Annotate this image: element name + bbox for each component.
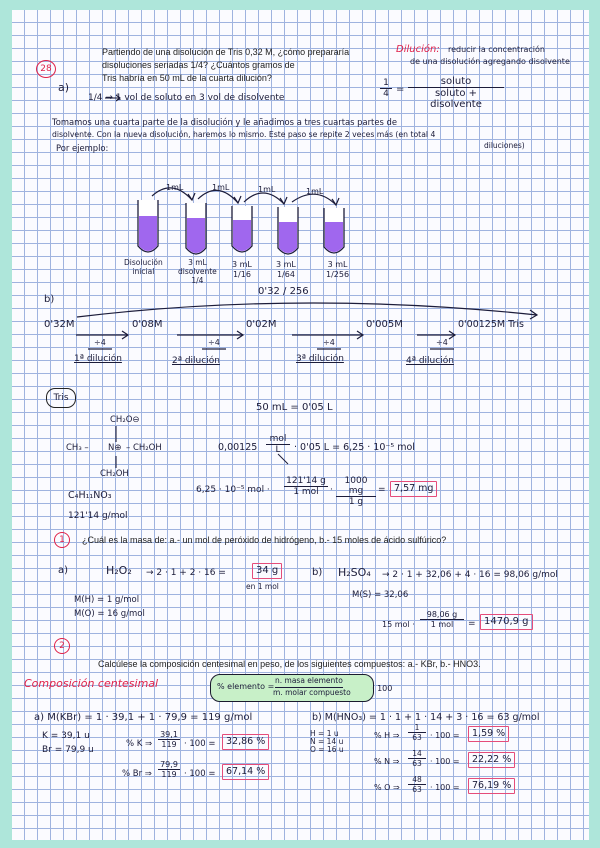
problem-number: 2 bbox=[54, 638, 70, 654]
dilution-def-line: reducir la concentración bbox=[448, 45, 545, 54]
moles-fraction: mol L bbox=[266, 434, 290, 455]
tube-label: 3 mL 1/256 bbox=[326, 260, 350, 279]
tris-molar-mass: 121'14 g/mol bbox=[68, 511, 128, 521]
ph-left: % H ⇒ bbox=[374, 731, 400, 740]
tube-label: 3 mL 1/16 bbox=[232, 260, 252, 279]
pbr-fraction: $\frac{79,9}{119}$ bbox=[158, 760, 180, 779]
mass-eq-start: 6,25 · 10⁻⁵ mol · bbox=[196, 485, 270, 495]
chain-step: 1ª dilución bbox=[74, 354, 122, 364]
po-result: 76,19 % bbox=[468, 778, 515, 794]
equals-sign: = bbox=[468, 619, 476, 629]
times-sign: · bbox=[330, 485, 333, 495]
mass-fraction-mg: $\frac{1000 mg}{1 g}$ bbox=[336, 476, 376, 507]
pn-mid: · 100 = bbox=[430, 757, 460, 766]
transfer-label: 1mL bbox=[212, 183, 230, 192]
pbr-mid: · 100 = bbox=[184, 769, 216, 779]
a-note: en 1 mol bbox=[246, 582, 279, 591]
mass-result: 7,57 mg bbox=[390, 481, 437, 497]
hno3-title: b) M(HNO₃) = 1 · 1 + 1 · 14 + 3 · 16 = 63 g/mol bbox=[312, 712, 540, 723]
ph-fraction: $\frac{1}{63}$ bbox=[408, 723, 426, 742]
pk-fraction: $\frac{39,1}{119}$ bbox=[158, 730, 180, 749]
pn-result: 22,22 % bbox=[468, 752, 515, 768]
po-fraction: $\frac{48}{63}$ bbox=[408, 775, 426, 794]
chain-value: 0'005M bbox=[366, 319, 403, 330]
pk-mid: · 100 = bbox=[184, 739, 216, 749]
tris-struct-right: – CH₂OH bbox=[126, 443, 162, 453]
tris-struct-n: N⊕ bbox=[108, 443, 122, 453]
kbr-title: a) M(KBr) = 1 · 39,1 + 1 · 79,9 = 119 g/mol bbox=[34, 712, 253, 723]
hno3-o: O = 16 u bbox=[310, 745, 344, 754]
part-b-label: b) bbox=[312, 567, 323, 578]
part-b-label: b) bbox=[44, 294, 55, 305]
tris-formula: C₄H₁₁NO₃ bbox=[68, 490, 112, 501]
moles-eq-left: 0,00125 bbox=[218, 442, 258, 453]
po-left: % O ⇒ bbox=[374, 783, 400, 792]
b-result: 1470,9 g bbox=[480, 614, 533, 630]
kbr-k: K = 39,1 u bbox=[42, 731, 90, 741]
a-mass-h: M(H) = 1 g/mol bbox=[74, 595, 140, 605]
transfer-label: 1mL bbox=[166, 183, 184, 192]
dilution-def-title: Dilución: bbox=[396, 44, 440, 55]
transfer-label: 1mL bbox=[258, 185, 276, 194]
formula-times-100: · 100 bbox=[372, 684, 393, 693]
explanation-line: Por ejemplo: bbox=[56, 143, 109, 153]
b-calc: → 2 · 1 + 32,06 + 4 · 16 = 98,06 g/mol bbox=[382, 570, 558, 580]
pn-fraction: $\frac{14}{63}$ bbox=[408, 749, 426, 768]
notebook-page bbox=[12, 10, 589, 840]
transfer-label: 1mL bbox=[306, 187, 324, 196]
problem-1-statement: ¿Cuál es la masa de: a.- un mol de peróxido de hidrógeno, b.- 15 moles de ácido sulfúrico? bbox=[82, 535, 447, 545]
chain-step: 2ª dilución bbox=[172, 356, 220, 366]
problem-2-statement: Calcúlese la composición centesimal en peso, de los siguientes compuestos: a.- KBr, b.- HNO3. bbox=[98, 659, 481, 669]
equals-sign: = bbox=[378, 485, 386, 495]
ph-mid: · 100 = bbox=[430, 731, 460, 740]
chain-value: 0'02M bbox=[246, 319, 277, 330]
pn-left: % N ⇒ bbox=[374, 757, 400, 766]
tris-label: Tris bbox=[46, 388, 76, 408]
statement-line: Partiendo de una disolución de Tris 0,32 M, ¿cómo prepararía bbox=[102, 47, 350, 57]
chain-value: 0'00125M Tris bbox=[458, 319, 524, 330]
pbr-left: % Br ⇒ bbox=[122, 769, 152, 779]
dilution-def-line: de una disolución agregando disolvente bbox=[410, 57, 570, 66]
moles-eq-right: · 0'05 L = 6,25 · 10⁻⁵ mol bbox=[294, 442, 415, 453]
chain-factor: ÷4 bbox=[323, 338, 335, 347]
volume-equation: 50 mL = 0'05 L bbox=[256, 402, 333, 413]
pk-left: % K ⇒ bbox=[126, 739, 153, 749]
tris-struct-bottom: CH₂OH bbox=[100, 469, 129, 479]
hno3-h: H = 1 u bbox=[310, 729, 339, 738]
a-calc: → 2 · 1 + 2 · 16 = bbox=[146, 568, 226, 578]
a-formula: H₂O₂ bbox=[106, 564, 132, 577]
statement-line: Tris habría en 50 mL de la cuarta dilución? bbox=[102, 73, 272, 83]
chain-value: 0'08M bbox=[132, 319, 163, 330]
chain-factor: ÷4 bbox=[94, 338, 106, 347]
b-mass-s: M(S) = 32,06 bbox=[352, 590, 409, 600]
a-result: 34 g bbox=[252, 563, 282, 579]
tris-struct-top: CH₂O⊖ bbox=[110, 415, 140, 425]
tube-liquids bbox=[139, 216, 343, 253]
b-formula: H₂SO₄ bbox=[338, 566, 371, 579]
ph-result: 1,59 % bbox=[468, 726, 509, 742]
hno3-n: N = 14 u bbox=[310, 737, 344, 746]
composition-formula: % elemento = n. masa elemento m. molar compuesto bbox=[210, 674, 374, 702]
part-a-label: a) bbox=[58, 81, 70, 94]
tube-label: 3 mL 1/64 bbox=[276, 260, 296, 279]
chain-factor: ÷4 bbox=[208, 338, 220, 347]
statement-line: disoluciones seriadas 1/4? ¿Cuántos gramos de bbox=[102, 60, 295, 70]
tris-struct-left: CH₃ – bbox=[66, 443, 89, 453]
part-a-label: a) bbox=[58, 565, 69, 576]
chain-factor: ÷4 bbox=[436, 338, 448, 347]
problem-number: 1 bbox=[54, 532, 70, 548]
explanation-tail: diluciones) bbox=[484, 141, 525, 150]
chain-step: 3ª dilución bbox=[296, 354, 344, 364]
fraction-one-quarter: $\frac{1}{4}$ bbox=[380, 78, 392, 99]
overall-factor: 0'32 / 256 bbox=[258, 286, 309, 297]
pbr-result: 67,14 % bbox=[222, 764, 269, 780]
equals-sign: = bbox=[396, 84, 405, 95]
b-calc2-left: 15 mol · bbox=[382, 620, 415, 629]
chain-step: 4ª dilución bbox=[406, 356, 454, 366]
ratio-line: 1/4 → 1 vol de soluto en 3 vol de disolvente bbox=[88, 93, 285, 103]
tube-label: 3 mL disolvente 1/4 bbox=[178, 258, 217, 285]
problem-number: 28 bbox=[36, 60, 56, 78]
tube-label: Disolución inicial bbox=[124, 258, 163, 276]
a-mass-o: M(O) = 16 g/mol bbox=[74, 609, 145, 619]
po-mid: · 100 = bbox=[430, 783, 460, 792]
cancel-mark bbox=[278, 454, 288, 464]
composition-heading: Composición centesimal bbox=[24, 677, 159, 690]
chain-value: 0'32M bbox=[44, 319, 75, 330]
b-fraction: 98,06 g 1 mol bbox=[420, 610, 464, 629]
mass-fraction-molar: 121'14 g 1 mol bbox=[284, 476, 328, 497]
kbr-br: Br = 79,9 u bbox=[42, 745, 94, 755]
fraction-soluto: soluto soluto + disolvente bbox=[408, 76, 504, 110]
pk-result: 32,86 % bbox=[222, 734, 269, 750]
explanation-line: disolvente. Con la nueva disolución, haremos lo mismo. Este paso se repite 2 veces más (en total 4 bbox=[52, 130, 436, 139]
explanation-line: Tomamos una cuarta parte de la disolución y le añadimos a tres cuartas partes de bbox=[52, 117, 397, 127]
